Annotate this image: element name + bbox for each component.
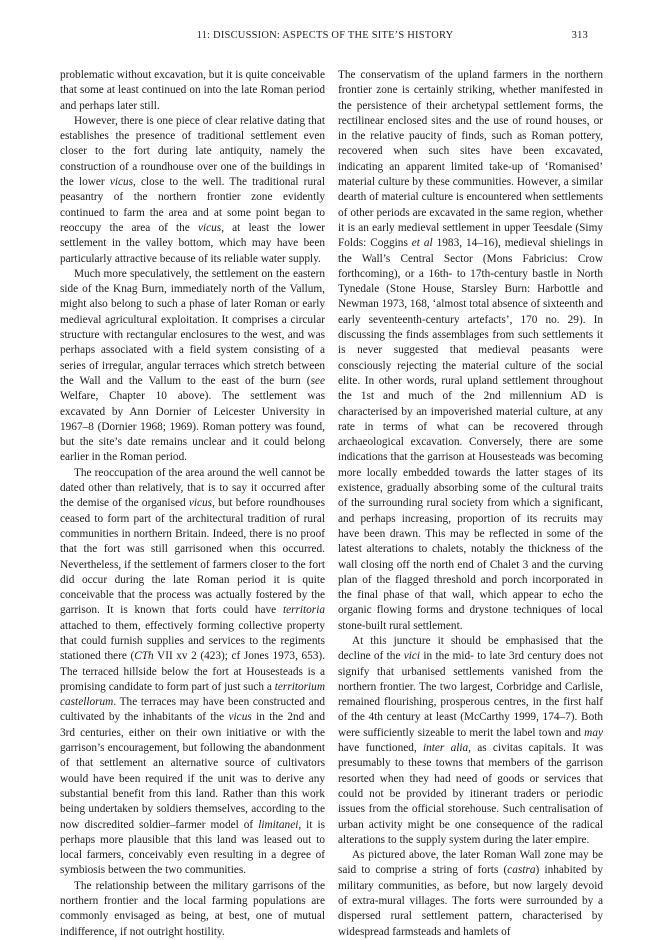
italic-text-run: limitanei (258, 818, 299, 831)
text-run: However, there is one piece of clear relative dating that establishes the presence of traditional settlement even closer to the fort during late antiquity, namely the construction of a roundhouse over one of the buildings in the lower (60, 114, 325, 189)
text-run: As pictured above, the later Roman Wall zone may be said to comprise a string of forts ( (338, 849, 603, 877)
italic-text-run: territoria (282, 604, 325, 617)
text-run: The relationship between the military garrisons of the northern frontier and the local farming populations are commonly envisaged as being, at best, one of mutual indifference, if not outright hostility. (60, 879, 325, 938)
paragraph (60, 114, 325, 267)
text-run: The reoccupation of the area around the well cannot be dated other than relatively, that is to say it occurred after the demise of the organised (60, 466, 325, 510)
text-run: At this juncture it should be emphasised that the decline of the (338, 634, 603, 663)
italic-text-run: vicus (228, 711, 252, 724)
italic-text-run: CTh (134, 650, 154, 663)
paragraph (338, 634, 603, 848)
italic-text-run: et al (411, 237, 433, 250)
text-run: , close to the well. The traditional rural peasantry of the northern frontier zone evidently continued to farm the area and at some point began to reoccupy the area of the (60, 176, 326, 234)
italic-text-run: vici (403, 650, 421, 663)
text-run: ) inhabited by military communities, as before, but now largely devoid of extra-mural villages. The forts were surrounded by a dispersed rural settlement pattern, characterised by widespread farmsteads and hamlets of (338, 864, 603, 938)
text-run: in the 2nd and 3rd centuries, either on their own initiative or with the garrison’s encouragement, but following the abandonment of that settlement an alternative source of cultivators would have been required if the unit was to derive any substantial benefit from this land. Rather than this work being undertaken by soldiers themselves, according to the now discredited soldier–farmer model of (60, 711, 325, 831)
text-run: have functioned, (338, 742, 423, 755)
text-run: . The terraces may have been constructed and cultivated by the inhabitants of the (60, 696, 325, 724)
text-run: VII xv 2 (423); cf Jones 1973, 653). The terraced hillside below the fort at Housesteads is a promising candidate to form part of just such a (60, 650, 325, 693)
italic-text-run: vicus (197, 221, 222, 234)
italic-text-run: inter alia (422, 742, 469, 755)
italic-text-run: vicus (109, 176, 134, 189)
text-run: , as civitas capitals. It was presumably to these towns that members of the garrison resorted when they had need of goods or services that could not be provided by itinerant traders or periodic issues from the official storehouse. Such centralisation of urban activity might be one consequence of the radical alterations to the supply system during the later empire. (338, 742, 603, 846)
paragraph (60, 879, 325, 940)
text-run: Much more speculatively, the settlement on the eastern side of the Knag Burn, immediately north of the Vallum, might also belong to such a phase of later Roman or early medieval agricultural exploitation. It comprises a circular structure with rectangular enclosures to the west, and was perhaps associated with a field system consisting of a series of irregular, angular terraces which stretch between the Wall and the Vallum to the east of the burn ( (60, 267, 325, 387)
text-run: attached to them, effectively forming collective property that could furnish supplies and services to the regiments stationed there ( (60, 619, 325, 663)
paragraph (60, 466, 325, 879)
running-head-title: 11: DISCUSSION: ASPECTS OF THE SITE’S HISTORY (196, 30, 454, 41)
text-run: , at least the lower settlement in the valley bottom, which may have been particularly attractive because of its reliable water supply. (60, 221, 325, 265)
text-run: , but before roundhouses ceased to form part of the architectural tradition of rural communities in northern Britain. Indeed, there is no proof that the fort was still garrisoned when this occurred. Nevertheless, if the settlement of farmers closer to the fort did occur during the late Roman period it is quite conceivable that the process was actually fostered by the garrison. It is known that forts could have (60, 497, 325, 617)
text-run: The conservatism of the upland farmers in the northern frontier zone is certainly striking, whether manifested in the persistence of their archetypal settlement forms, the rectilinear enclosed sites and the use of round houses, or in the relative paucity of finds, such as Roman pottery, recovered when such sites have been excavated, indicating an apparent limited take-up of ‘Romanised’ material culture by these communities. However, a similar dearth of material culture is encountered when settlements of other periods are excavated in the same region, whether it is an early medieval settlement in upper Teesdale (Simy Folds: Coggins (338, 69, 603, 250)
right-text-column (338, 68, 603, 940)
paragraph (338, 68, 603, 634)
text-run: in the mid- to late 3rd century does not signify that urbanised settlements vanished from the northern frontier. The two largest, Corbridge and Carlisle, remained flourishing, prosperous centres, in the first half of the 4th century at least (McCarthy 1999, 174–7). Both were sufficiently sizeable to merit the label town and (338, 650, 603, 739)
paragraph (338, 848, 603, 940)
text-run: Welfare, Chapter 10 above). The settlement was excavated by Ann Dornier of Leicester University in 1967–8 (Dornier 1968; 1969). Roman pottery was found, but the site’s date remains unclear and it could belong earlier in the Roman period. (60, 390, 325, 464)
page-number: 313 (571, 30, 588, 41)
italic-text-run: see (310, 374, 325, 387)
italic-text-run: vicus (188, 497, 213, 510)
italic-text-run: territorium castellorum (60, 680, 325, 709)
paragraph (60, 267, 325, 466)
left-text-column (60, 68, 325, 940)
text-run: problematic without excavation, but it is quite conceivable that some at least continued on into the late Roman period and perhaps later still. (60, 69, 325, 112)
italic-text-run: may (584, 726, 603, 739)
paragraph (60, 68, 325, 114)
italic-text-run: castra (507, 864, 536, 877)
text-run: 1983, 14–16), medieval shielings in the Wall’s Central Sector (Mons Fabricius: Crow forthcoming), or a 16th- to 17th-century bastle in North Tynedale (Stone House, Starsley Burn: Harbottle and Newman 1973, 168, ‘almost total absence of sixteenth and early seventeenth-century artefacts’, 170 no. 29). In discussing the finds assemblages from such settlements it is never suggested that medieval peasants were consciously rejecting the material culture of the social elite. In other words, rural upland settlement throughout the 1st and much of the 2nd millennium AD is characterised by an impoverished material culture, at any rate in terms of what can be recovered through archaeological excavation. Conversely, there are some indications that the garrison at Housesteads was becoming more locally embedded towards the latter stages of its existence, gradually absorbing some of the cultural traits of the surrounding rural society from which a significant, and perhaps increasing, proportion of its recruits may have been drawn. This may be reflected in some of the latest alterations to chalets, notably the thickness of the wall closing off the north end of Chalet 3 and the curving plan of the flagged threshold and porch incorporated in the final phase of that wall, which appear to echo the organic flowing forms and drystone techniques of local stone-built rural settlement. (338, 237, 603, 632)
text-run: , it is perhaps more plausible that this land was leased out to local farmers, conceivably even resulting in a degree of symbiosis between the two communities. (60, 818, 326, 877)
